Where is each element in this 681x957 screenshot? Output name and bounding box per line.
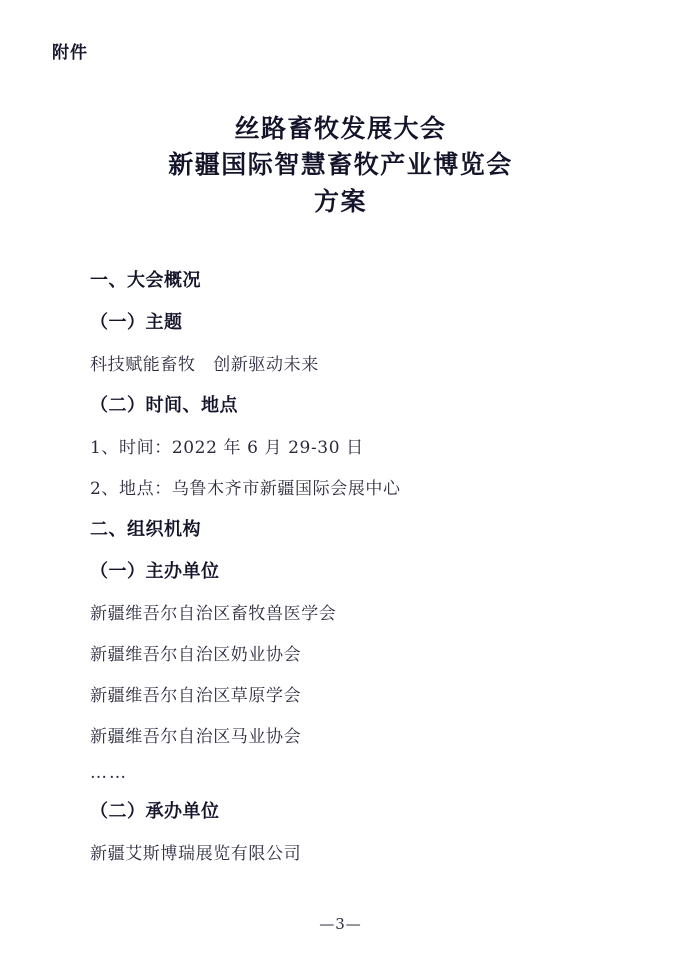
title-line-2: 新疆国际智慧畜牧产业博览会 <box>168 150 513 180</box>
attachment-label: 附件 <box>52 43 88 63</box>
body-paragraph: 新疆艾斯博瑞展览有限公司 <box>90 843 302 864</box>
body-paragraph: 新疆维吾尔自治区马业协会 <box>90 726 302 747</box>
document-body <box>52 266 629 864</box>
section-heading: 二、组织机构 <box>90 518 201 540</box>
body-paragraph: 2、地点：乌鲁木齐市新疆国际会展中心 <box>90 478 401 499</box>
page-title <box>52 111 629 220</box>
section-heading: （一）主题 <box>90 311 183 333</box>
title-line-1: 丝路畜牧发展大会 <box>234 114 447 143</box>
section-heading: （二）时间、地点 <box>90 394 238 416</box>
section-heading: 一、大会概况 <box>90 269 201 291</box>
page-number: —3— <box>319 915 362 933</box>
body-paragraph: 新疆维吾尔自治区畜牧兽医学会 <box>90 603 337 624</box>
ellipsis-line: …… <box>90 762 128 783</box>
body-paragraph: 新疆维吾尔自治区草原学会 <box>90 685 302 706</box>
section-heading: （一）主办单位 <box>90 560 220 582</box>
body-paragraph: 新疆维吾尔自治区奶业协会 <box>90 644 302 665</box>
body-paragraph: 科技赋能畜牧 创新驱动未来 <box>90 354 319 375</box>
title-line-3: 方案 <box>313 186 367 216</box>
section-heading: （二）承办单位 <box>90 800 220 822</box>
body-paragraph: 1、时间：2022 年 6 月 29-30 日 <box>90 437 364 458</box>
